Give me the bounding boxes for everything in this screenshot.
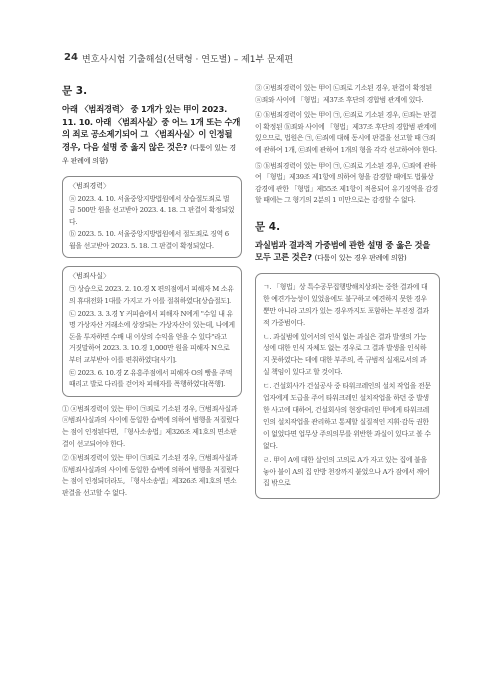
question-3-stem: 아래 〈범죄경력〉 중 1개가 있는 甲이 2023. 11. 10. 아래 〈범죄사실〉중 어느 1개 또는 수개의 죄로 공소제기되어 그 〈범죄사실〉이 인정될 경우, 다음 설명 중 옳지 않은 것은? bbox=[62, 104, 241, 152]
question-3-note: (다툼이 있는 경우 판례에 의함) bbox=[62, 143, 236, 165]
criminal-facts-title: 〈범죄사실〉 bbox=[69, 272, 111, 281]
answer-option-3[interactable]: ③ ⓐ범죄경력이 있는 甲이 ㉡죄로 기소된 경우, 판결이 확정된 ⓐ죄와 사이에 「형법」제37조 후단의 경합범 관계에 있다. bbox=[255, 84, 432, 104]
question-4-note: (다툼이 있는 경우 판례에 의함) bbox=[314, 254, 407, 263]
answer-options-continued bbox=[255, 83, 440, 207]
left-column bbox=[62, 83, 242, 503]
question-3-number: 문 3. bbox=[62, 85, 88, 97]
fact-item: ㉡ 2023. 3. 3.경 Y 커피숍에서 피해자 N에게 "수일 내 유명 가상자산 거래소에 상장되는 가상자산이 있는데, 나에게 돈을 투자하면 수배 내 이상의 수익을 얻을 수 있다"라고 거짓말하여 2023. 3. 10.경 1,000만 원을 피해자 N으로부터 교부받아 이를 편취하였다[사기]. bbox=[69, 309, 235, 365]
question-4-text bbox=[255, 239, 440, 265]
record-item: ⓐ 2023. 4. 10. 서울중앙지방법원에서 상습절도죄로 벌금 500만 원을 선고받아 2023. 4. 18. 그 판결이 확정되었다. bbox=[69, 194, 235, 226]
statement-item: ㄴ. 과실범에 있어서의 인식 없는 과실은 결과 발생의 가능성에 대한 인식 자체도 없는 경우로 그 결과 발생을 인식하지 못하였다는 데에 대한 부주의, 즉 규범적 실재로서의 과실 책임이 있다고 할 것이다. bbox=[263, 332, 427, 377]
question-4 bbox=[255, 219, 440, 499]
answer-options bbox=[62, 404, 242, 500]
criminal-facts-box bbox=[62, 266, 242, 396]
fact-item: ㉠ 상습으로 2023. 2. 10.경 X 편의점에서 피해자 M 소유의 휴대전화 1대를 가지고 가 이를 절취하였다[상습절도]. bbox=[69, 285, 234, 306]
page-number: 24 bbox=[64, 52, 78, 63]
answer-option-5[interactable]: ⑤ ⓑ범죄경력이 있는 甲이 ㉠, ㉡죄로 기소된 경우, ㉡죄에 관하여 「형법」제39조 제1항에 의하여 형을 감경할 때에도 법률상 감경에 관한 「형법」제55조 제1항이 적용되어 유기징역을 감경할 때에는 그 형기의 2분의 1 미만으로는 감경할 수 없다. bbox=[255, 161, 438, 205]
statement-box bbox=[255, 273, 440, 499]
question-3-text bbox=[62, 103, 242, 168]
criminal-record-title: 〈범죄경력〉 bbox=[69, 181, 111, 190]
answer-option-2[interactable]: ② ⓑ범죄경력이 있는 甲이 ㉠죄로 기소된 경우, ㉠범죄사실과 ⓑ범죄사실과의 사이에 동일한 습벽에 의하여 범행을 저질렀다는 점이 인정되더라도, 「형사소송법」제326조 제1호의 면소판결을 선고할 수 없다. bbox=[62, 454, 239, 497]
criminal-record-box bbox=[62, 176, 242, 259]
right-column bbox=[255, 83, 440, 499]
page-header bbox=[0, 0, 500, 65]
statement-item: ㄹ. 甲이 A에 대한 살인의 고의로 A가 자고 있는 집에 불을 놓아 불이 A의 집 안방 천장까지 붙었으나 A가 잠에서 깨어 집 밖으로 bbox=[263, 455, 430, 488]
question-4-stem: 과실범과 결과적 가중범에 관한 설명 중 옳은 것을 모두 고른 것은? bbox=[255, 239, 431, 263]
running-title: 변호사시험 기출해설(선택형 · 연도별) – 제1부 문제편 bbox=[82, 55, 294, 65]
answer-option-4[interactable]: ④ ⓑ범죄경력이 있는 甲이 ㉠, ㉢죄로 기소된 경우, ㉢죄는 판결이 확정된 ⓑ죄와 사이에 「형법」제37조 후단의 경합범 관계에 있으므로, 법원은 ㉠, ㉢죄에 대해 동시에 판결을 선고할 때 ㉠죄에 관하여 1개, ㉢죄에 관하여 1개의 형을 각각 선고하여야 한다. bbox=[255, 111, 437, 154]
fact-item: ㉢ 2023. 6. 10.경 Z 유흥주점에서 피해자 O의 빵을 주먹 때리고 발로 다리를 걷어차 피해자를 폭행하였다[폭행]. bbox=[69, 368, 233, 389]
statement-item: ㄱ. 「형법」상 특수공무집행방해치상죄는 중한 결과에 대한 예견가능성이 있었음에도 불구하고 예견하지 못한 경우뿐만 아니라 고의가 있는 경우까지도 포함하는 부진정 결과적 가중범이다. bbox=[263, 282, 429, 327]
answer-option-1[interactable]: ① ⓐ범죄경력이 있는 甲이 ㉠죄로 기소된 경우, ㉠범죄사실과 ⓐ범죄사실과의 사이에 동일한 습벽에 의하여 범행을 저질렀다는 점이 인정된다면, 「형사소송법」제326조 제1호의 면소판결이 선고되어야 한다. bbox=[62, 404, 239, 448]
record-item: ⓑ 2023. 5. 10. 서울중앙지방법원에서 절도죄로 징역 6월을 선고받아 2023. 5. 18. 그 판결이 확정되었다. bbox=[69, 230, 229, 250]
question-4-number: 문 4. bbox=[255, 220, 281, 233]
statement-item: ㄷ. 건설회사가 건설공사 중 타워크레인의 설치 작업을 전문업자에게 도급을 주어 타워크레인 설치작업을 하던 중 발생한 사고에 대하여, 건설회사의 현장대리인 甲에게 타워크레인의 설치작업을 관리하고 통제할 실질적인 지휘·감독 권한이 없었다면 업무상 주의의무를 위반한 과실이 있다고 볼 수 없다. bbox=[263, 382, 431, 450]
